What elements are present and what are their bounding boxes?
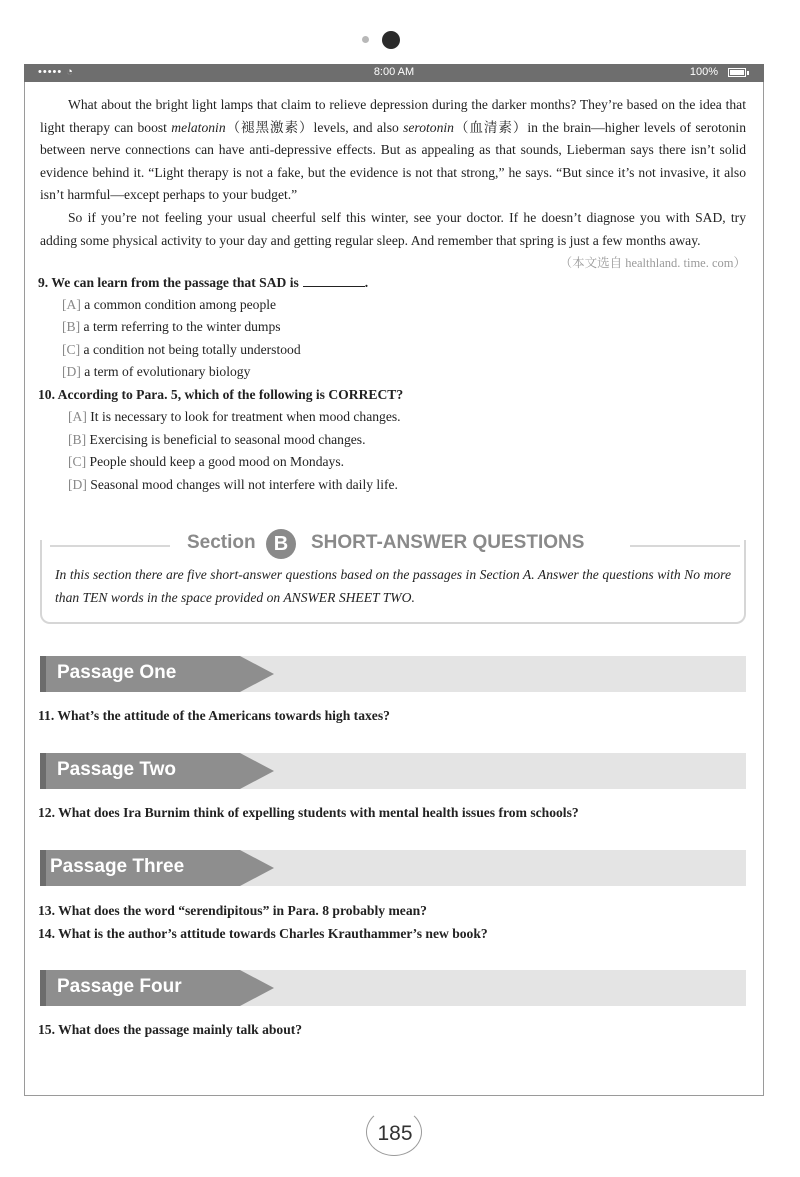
divider <box>630 545 740 547</box>
page-dot-inactive[interactable] <box>362 36 369 43</box>
option-10a[interactable]: [A] It is necessary to look for treatment when mood changes. <box>68 409 401 424</box>
passage-three-banner <box>40 850 746 886</box>
page-indicator-dots <box>0 30 800 50</box>
divider <box>50 545 170 547</box>
page-number-badge <box>0 1108 800 1158</box>
passage-label: Passage Two <box>57 759 176 780</box>
section-name: SHORT-ANSWER QUESTIONS <box>311 532 585 553</box>
source-citation: （本文选自 healthland. time. com） <box>559 256 746 271</box>
option-9a[interactable]: [A] a common condition among people <box>62 297 277 312</box>
section-badge: B <box>266 529 296 559</box>
option-9c[interactable]: [C] a condition not being totally understood <box>62 342 301 357</box>
term-melatonin: melatonin <box>171 119 226 135</box>
status-bar <box>24 64 764 82</box>
passage-label: Passage One <box>57 662 177 683</box>
question-12: 12. What does Ira Burnim think of expelling students with mental health issues from schools? <box>38 805 579 820</box>
passage-label: Passage Three <box>50 856 185 877</box>
question-14: 14. What is the author’s attitude towards Charles Krauthammer’s new book? <box>38 926 488 941</box>
option-9d[interactable]: [D] a term of evolutionary biology <box>62 364 251 379</box>
paragraph-light-therapy: What about the bright light lamps that claim to relieve depression during the darker months? They’re based on the idea that light therapy can boost melatonin（褪黑激素）levels, and also serotonin（血清素）in the brain—higher levels of serotonin between nerve connections can have anti-depressive effects. But as appealing as that sounds, Lieberman says there isn’t solid evidence behind it. “Light therapy is not a fake, but the evidence is not that strong,” he says. “But since it’s not invasive, it also isn’t harmful—except perhaps to your budget.” <box>40 97 746 203</box>
section-instructions: In this section there are five short-answer questions based on the passages in Section A. Answer the questions with No more than TEN words in the space provided on ANSWER SHEET TWO. <box>55 567 731 605</box>
battery-icon <box>728 68 746 77</box>
battery-percent: 100% <box>689 66 718 78</box>
term-serotonin: serotonin <box>403 119 454 135</box>
signal-wifi-indicator: ••••• ◔ <box>38 66 74 78</box>
paragraph-conclusion: So if you’re not feeling your usual cheerful self this winter, see your doctor. If he doesn’t diagnose you with SAD, try adding some physical activity to your day and getting regular sleep. And remember that spring is just a few months away. （本文选自 healthland. time. com） <box>40 207 746 275</box>
section-word: Section <box>187 532 256 553</box>
passage-two-banner <box>40 753 746 789</box>
passage-one-banner <box>40 656 746 692</box>
passage-four-banner <box>40 970 746 1006</box>
option-10d[interactable]: [D] Seasonal mood changes will not interfere with daily life. <box>68 477 398 492</box>
question-9: 9. We can learn from the passage that SAD is . <box>38 275 369 290</box>
passage-label: Passage Four <box>57 976 182 997</box>
option-10c[interactable]: [C] People should keep a good mood on Mondays. <box>68 454 345 469</box>
page-number: 185 <box>377 1122 413 1145</box>
question-13: 13. What does the word “serendipitous” in Para. 8 probably mean? <box>38 903 427 918</box>
option-10b[interactable]: [B] Exercising is beneficial to seasonal mood changes. <box>68 432 366 447</box>
section-b-header <box>0 529 800 559</box>
question-11: 11. What’s the attitude of the Americans towards high taxes? <box>38 708 390 723</box>
option-9b[interactable]: [B] a term referring to the winter dumps <box>62 319 281 334</box>
page-dot-active[interactable] <box>382 31 400 49</box>
answer-blank[interactable] <box>303 276 365 287</box>
question-15: 15. What does the passage mainly talk about? <box>38 1022 303 1037</box>
question-10: 10. According to Para. 5, which of the following is CORRECT? <box>38 387 404 402</box>
status-time: 8:00 AM <box>373 66 415 78</box>
